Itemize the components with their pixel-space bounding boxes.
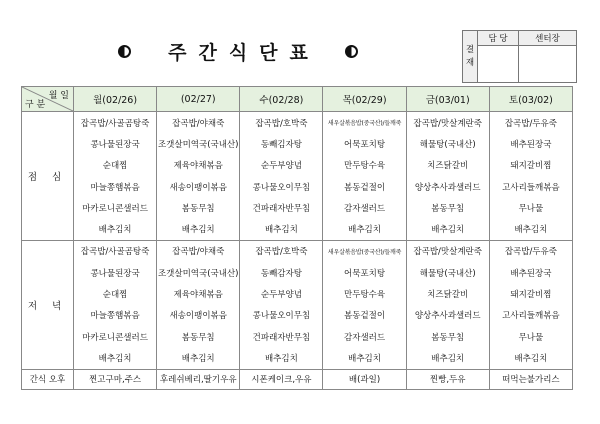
- menu-row: [22, 176, 573, 197]
- menu-row: [22, 326, 573, 347]
- page-title: [118, 38, 358, 64]
- menu-item: 마늘쫑햄볶음: [74, 305, 157, 326]
- menu-item: 잡곡밥/호박죽: [240, 112, 323, 134]
- menu-item: 배추된장국: [489, 262, 572, 283]
- snack-cell: 찐고구마,주스: [74, 369, 157, 389]
- menu-item: 봄동무침: [157, 326, 240, 347]
- approval-sign-manager[interactable]: [478, 46, 519, 83]
- menu-item: 치즈닭갈비: [406, 283, 489, 304]
- menu-row: [22, 133, 573, 154]
- menu-row: [22, 305, 573, 326]
- approval-col-manager: 담 당: [478, 31, 519, 46]
- day-header: 월(02/26): [74, 87, 157, 112]
- menu-item: 제육야채볶음: [157, 283, 240, 304]
- day-header: 수(02/28): [240, 87, 323, 112]
- corner-header: [22, 87, 74, 112]
- menu-item: 새우살볶음밥(중국산)/들깨죽: [323, 112, 406, 134]
- approval-col-director: 센터장: [519, 31, 577, 46]
- menu-item: 잡곡밥/맛살계란죽: [406, 240, 489, 262]
- menu-item: 배추김치: [74, 218, 157, 240]
- menu-item: 순두부양념: [240, 283, 323, 304]
- menu-row: [22, 197, 573, 218]
- menu-item: 배추김치: [157, 347, 240, 369]
- menu-item: 치즈닭갈비: [406, 155, 489, 176]
- approval-box: [462, 30, 577, 83]
- menu-item: 어묵포치탕: [323, 262, 406, 283]
- menu-row: [22, 218, 573, 240]
- menu-item: 새우살볶음밥(중국산)/들깨죽: [323, 240, 406, 262]
- menu-item: 무나물: [489, 197, 572, 218]
- menu-item: 배추김치: [240, 347, 323, 369]
- menu-item: 배추김치: [323, 347, 406, 369]
- menu-item: 배추김치: [157, 218, 240, 240]
- menu-item: 잡곡밥/야채죽: [157, 240, 240, 262]
- menu-row: [22, 283, 573, 304]
- menu-item: 봄동겉절이: [323, 176, 406, 197]
- menu-item: 건파래자반무침: [240, 326, 323, 347]
- snack-cell: 떠먹는불가리스: [489, 369, 572, 389]
- header-row: [22, 87, 573, 112]
- menu-item: 잡곡밥/사골곰탕죽: [74, 240, 157, 262]
- menu-item: 순대찜: [74, 283, 157, 304]
- menu-item: 양상추사과샐러드: [406, 176, 489, 197]
- menu-item: 배추김치: [406, 218, 489, 240]
- day-header: 금(03/01): [406, 87, 489, 112]
- week-label: 월 일: [48, 91, 69, 101]
- menu-item: 제육야채볶음: [157, 155, 240, 176]
- menu-item: 마늘쫑햄볶음: [74, 176, 157, 197]
- menu-item: 봄동무침: [157, 197, 240, 218]
- menu-item: 잡곡밥/사골곰탕죽: [74, 112, 157, 134]
- menu-item: 마카로니콘샐러드: [74, 326, 157, 347]
- menu-item: 만두탕수육: [323, 155, 406, 176]
- menu-item: 콩나물오이무침: [240, 305, 323, 326]
- half-filled-circle-icon: [118, 45, 131, 58]
- menu-item: 배추김치: [489, 347, 572, 369]
- menu-item: 어묵포치탕: [323, 133, 406, 154]
- menu-row: [22, 112, 573, 134]
- meal-label: 저 녁: [22, 240, 74, 369]
- menu-item: 새송이팽이볶음: [157, 305, 240, 326]
- menu-item: 잡곡밥/맛살계란죽: [406, 112, 489, 134]
- menu-item: 동빼김자탕: [240, 133, 323, 154]
- menu-item: 조갯살미역국(국내산): [157, 133, 240, 154]
- menu-item: 순대찜: [74, 155, 157, 176]
- snack-cell: 배(과일): [323, 369, 406, 389]
- menu-table: [21, 86, 573, 390]
- day-header: 목(02/29): [323, 87, 406, 112]
- snack-cell: 후레쉬베리,딸기우유: [157, 369, 240, 389]
- title-text: 주간식단표: [168, 41, 320, 64]
- approval-label: 결 재: [463, 31, 478, 83]
- menu-item: 감자샐러드: [323, 197, 406, 218]
- category-label: 구 분: [25, 100, 46, 110]
- menu-item: 양상추사과샐러드: [406, 305, 489, 326]
- dinner-block: [22, 240, 573, 369]
- meal-label: 점 심: [22, 112, 74, 241]
- menu-item: 봄동무침: [406, 197, 489, 218]
- menu-item: 고사리들깨볶음: [489, 305, 572, 326]
- menu-row: [22, 155, 573, 176]
- menu-item: 해물탕(국내산): [406, 262, 489, 283]
- menu-item: 무나물: [489, 326, 572, 347]
- menu-item: 해물탕(국내산): [406, 133, 489, 154]
- half-filled-circle-icon: [345, 45, 358, 58]
- menu-item: 동빼감자탕: [240, 262, 323, 283]
- menu-item: 건파래자반무침: [240, 197, 323, 218]
- menu-row: [22, 262, 573, 283]
- menu-item: 봄동무침: [406, 326, 489, 347]
- menu-item: 잡곡밥/두유죽: [489, 240, 572, 262]
- snack-cell: 찐빵,두유: [406, 369, 489, 389]
- menu-item: 봄동겉절이: [323, 305, 406, 326]
- menu-row: [22, 347, 573, 369]
- menu-item: 마카로니콘샐러드: [74, 197, 157, 218]
- menu-item: 돼지갈비찜: [489, 155, 572, 176]
- snack-row: [22, 369, 573, 389]
- snack-label: 간식 오후: [22, 369, 74, 389]
- day-header: 토(03/02): [489, 87, 572, 112]
- snack-cell: 시폰케이크,우유: [240, 369, 323, 389]
- menu-item: 순두부양념: [240, 155, 323, 176]
- menu-item: 배추김치: [406, 347, 489, 369]
- menu-row: [22, 240, 573, 262]
- menu-item: 감자샐러드: [323, 326, 406, 347]
- menu-item: 배추김치: [240, 218, 323, 240]
- day-header: (02/27): [157, 87, 240, 112]
- approval-sign-director[interactable]: [519, 46, 577, 83]
- menu-item: 콩나물된장국: [74, 133, 157, 154]
- menu-item: 콩나물오이무침: [240, 176, 323, 197]
- menu-item: 잡곡밥/호박죽: [240, 240, 323, 262]
- menu-item: 만두탕수육: [323, 283, 406, 304]
- menu-item: 돼지갈비찜: [489, 283, 572, 304]
- menu-item: 배추된장국: [489, 133, 572, 154]
- menu-item: 배추김치: [489, 218, 572, 240]
- menu-item: 배추김치: [323, 218, 406, 240]
- menu-item: 잡곡밥/야채죽: [157, 112, 240, 134]
- menu-item: 고사리들깨볶음: [489, 176, 572, 197]
- menu-item: 콩나물된장국: [74, 262, 157, 283]
- menu-item: 잡곡밥/두유죽: [489, 112, 572, 134]
- lunch-block: [22, 112, 573, 241]
- menu-item: 새송이팽이볶음: [157, 176, 240, 197]
- menu-item: 배추김치: [74, 347, 157, 369]
- menu-item: 조갯살미역국(국내산): [157, 262, 240, 283]
